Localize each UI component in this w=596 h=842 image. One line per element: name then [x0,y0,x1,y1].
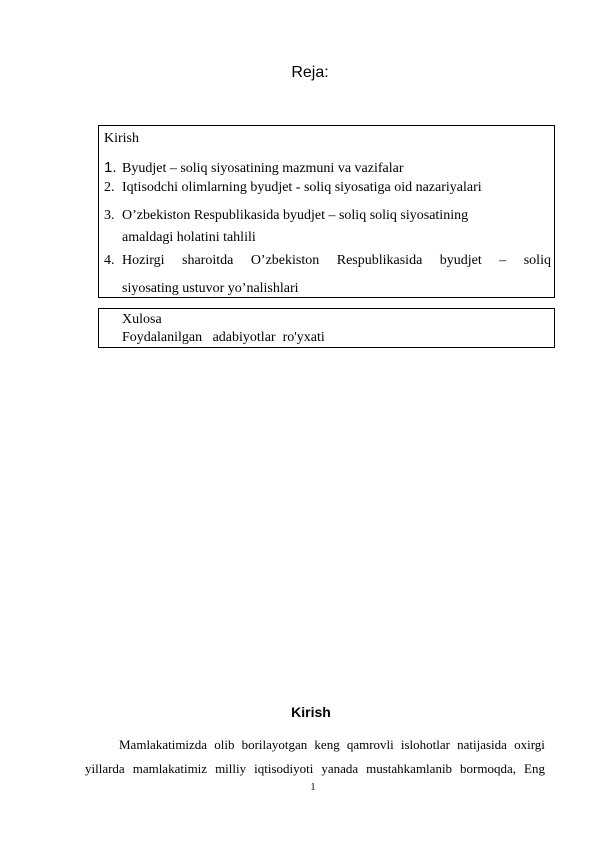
plan-item-3 [104,208,468,224]
word: O’zbekiston [250,253,320,268]
plan-item-3-continuation: amaldagi holatini tahlili [122,230,256,245]
word: Respublikasida [336,253,423,268]
plan-item-number: 4. [104,253,115,268]
paragraph-line-1 [119,737,545,753]
plan-box [98,125,555,298]
word: olib [214,737,235,752]
word: soliq [523,253,551,268]
word: milliy [215,761,247,776]
word: mustahkamlanib [366,761,453,776]
word: keng [314,737,340,752]
word: iqtisodiyoti [254,761,314,776]
plan-item-4-text [122,253,551,269]
plan-item-4-number [104,253,122,269]
word: Mamlakatimizda [119,737,208,752]
word: borilayotgan [241,737,308,752]
word: yanada [321,761,359,776]
page-number: 1 [310,782,316,793]
plan-item-text: Byudjet – soliq siyosatining mazmuni va vazifalar [122,161,404,176]
plan-references: Foydalanilgan adabiyotlar ro'yxati [122,330,325,345]
word: mamlakatimiz [132,761,208,776]
word: byudjet [439,253,482,268]
plan-item-text: Iqtisodchi olimlarning byudjet - soliq siyosatiga oid nazariyalari [122,180,482,195]
word: natijasida [457,737,507,752]
word: yillarda [85,761,125,776]
plan-title: Reja: [291,64,329,81]
plan-box-conclusion [98,308,555,348]
plan-item-1 [104,159,404,177]
word: qamrovli [346,737,394,752]
plan-item-number: 3. [104,208,115,223]
word: bormoqda, [460,761,517,776]
word: islohotlar [400,737,450,752]
paragraph-line-2 [85,761,545,777]
word: – [499,253,507,268]
plan-item-4-continuation: siyosating ustuvor yo’nalishlari [122,281,299,296]
section-title: Kirish [291,704,331,720]
word: sharoitda [182,253,234,268]
plan-item-2 [104,180,482,196]
word: Hozirgi [122,253,165,268]
word: oxirgi [514,737,545,752]
plan-item-number: 1. [104,159,117,176]
word: Eng [524,761,545,776]
plan-item-number: 2. [104,180,115,195]
plan-intro: Kirish [104,131,139,146]
plan-conclusion: Xulosa [122,312,162,327]
plan-item-text: O’zbekiston Respublikasida byudjet – soliq soliq siyosatining [122,208,469,223]
